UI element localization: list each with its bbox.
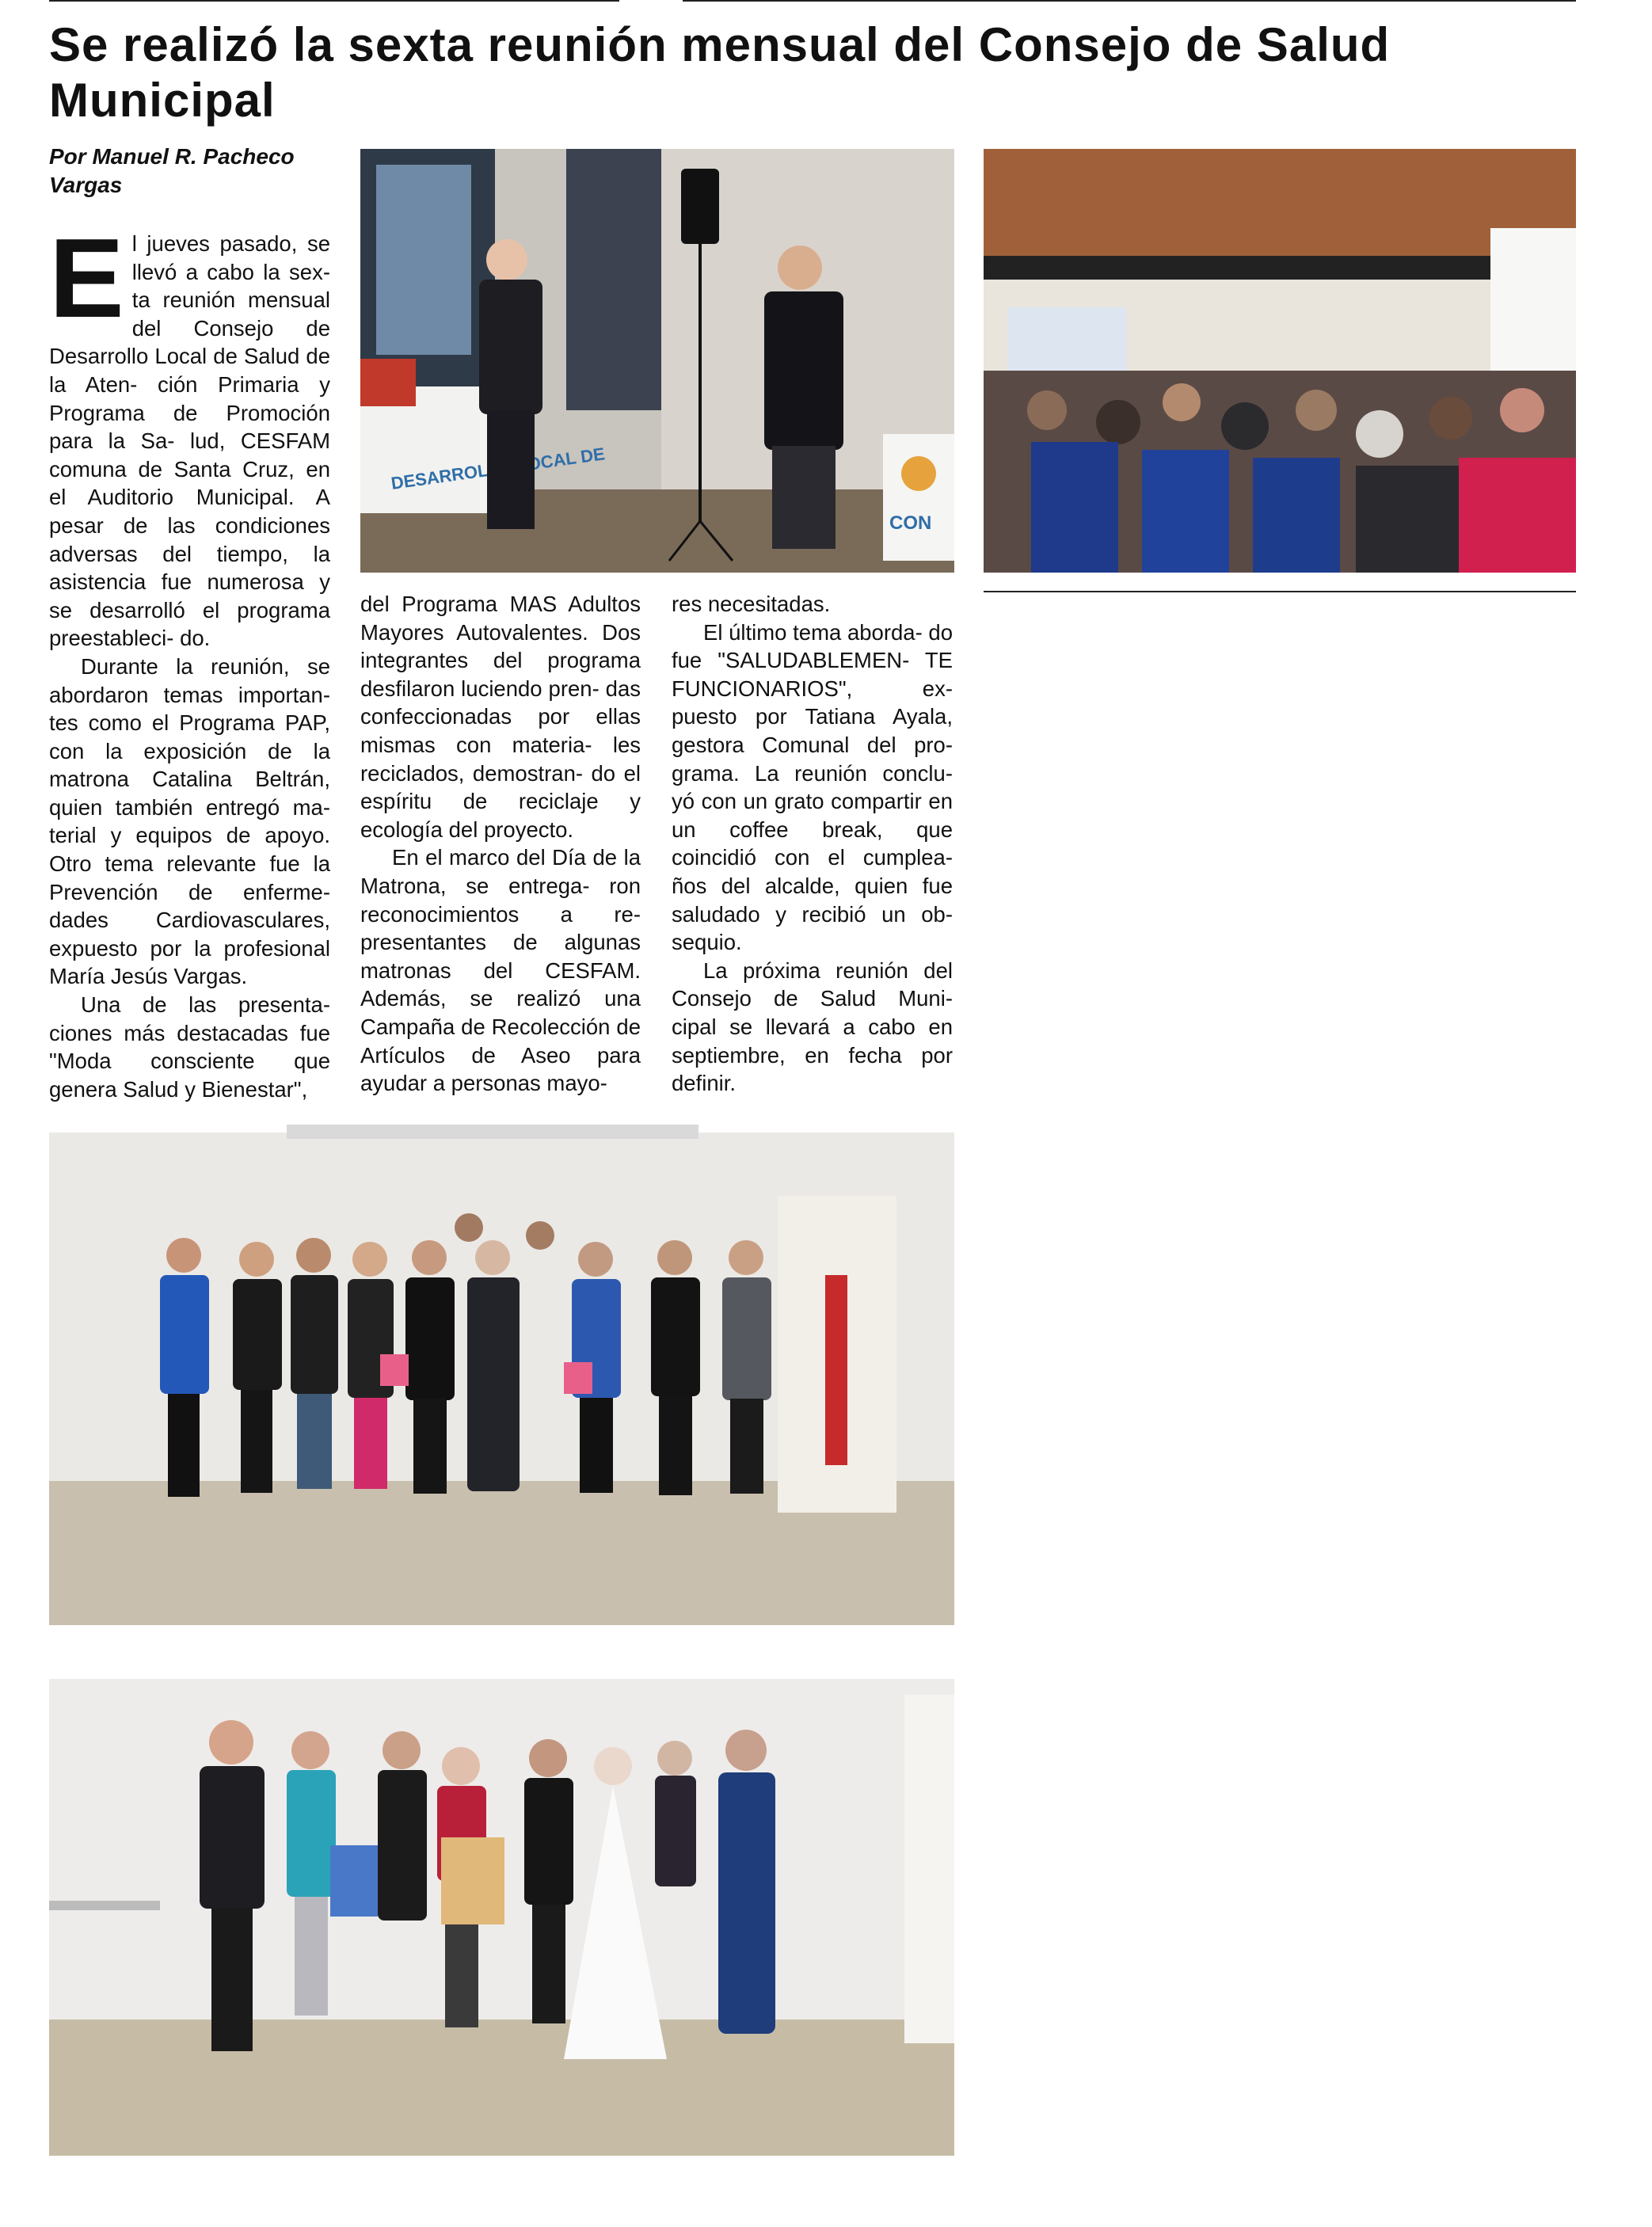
article-column-2 [360,590,641,1098]
banner-text: DESARROLLO LOCAL DE [390,443,607,493]
top-rule-left [49,0,619,2]
top-rule-right [683,0,1576,2]
photo-audience [984,149,1576,573]
col2-paragraph-2: En el marco del Día de la Matrona, se entrega- ron reconocimientos a re- presentantes de algunas matronas del CESFAM. Además, se realizó una Campaña de Recolección de Artículos de Aseo para ayudar a personas mayo- [360,845,641,1096]
photo-group [49,1117,954,1625]
banner-logo-text: CON [889,512,932,534]
photo-fashion [49,1647,954,2156]
col1-paragraph-1: l jueves pasado, se llevó a cabo la sex- ta reunión mensual del Consejo de Desarrollo Local de Salud de la Aten- ción Primaria y Programa de Promoción para la Sa- lud, CESFAM comuna de Santa Cruz, en el Auditorio Municipal. A pesar de las condiciones adversas del tiempo, la asistencia fue numerosa y se desarrolló el programa preestableci- do. [49,231,330,651]
col3-paragraph-3: La próxima reunión del Consejo de Salud Muni- cipal se llevará a cabo en septiembre, en fecha por definir. [672,957,953,1096]
col2-paragraph-1: del Programa MAS Adultos Mayores Autovalentes. Dos integrantes del programa desfilaron luciendo pren- das confeccionadas por ellas mismas con materia- les reciclados, demostran- do el espíritu de reciclaje y ecología del proyecto. [360,592,641,842]
article-column-3 [672,590,953,1098]
photo-speakers [360,149,954,573]
headline: Se realizó la sexta reunión mensual del Consejo de Salud Municipal [49,18,1391,127]
dropcap: E [49,215,124,341]
section-rule-right [984,591,1576,592]
col3-paragraph-1: res necesitadas. [672,592,831,616]
article-column-1 [49,215,330,1103]
col3-paragraph-2: El último tema aborda- do fue "SALUDABLEMEN- TE FUNCIONARIOS", ex- puesto por Tatiana Ayala, gestora Comunal del pro- grama. La reunión conclu- yó con un grato compartir en un coffee break, que coincidió con el cumplea- ños del alcalde, quien fue saludado y recibió un ob- sequio. [672,619,953,955]
col1-paragraph-3: Una de las presenta- ciones más destacadas fue "Moda consciente que genera Salud y Bienestar", [49,992,330,1102]
byline: Por Manuel R. Pacheco Vargas [49,144,295,197]
col1-paragraph-2: Durante la reunión, se abordaron temas importan- tes como el Programa PAP, con la exposición de la matrona Catalina Beltrán, quien también entregó ma- terial y equipos de apoyo. Otro tema relevante fue la Prevención de enferme- dades Cardiovasculares, expuesto por la profesional María Jesús Vargas. [49,653,330,989]
